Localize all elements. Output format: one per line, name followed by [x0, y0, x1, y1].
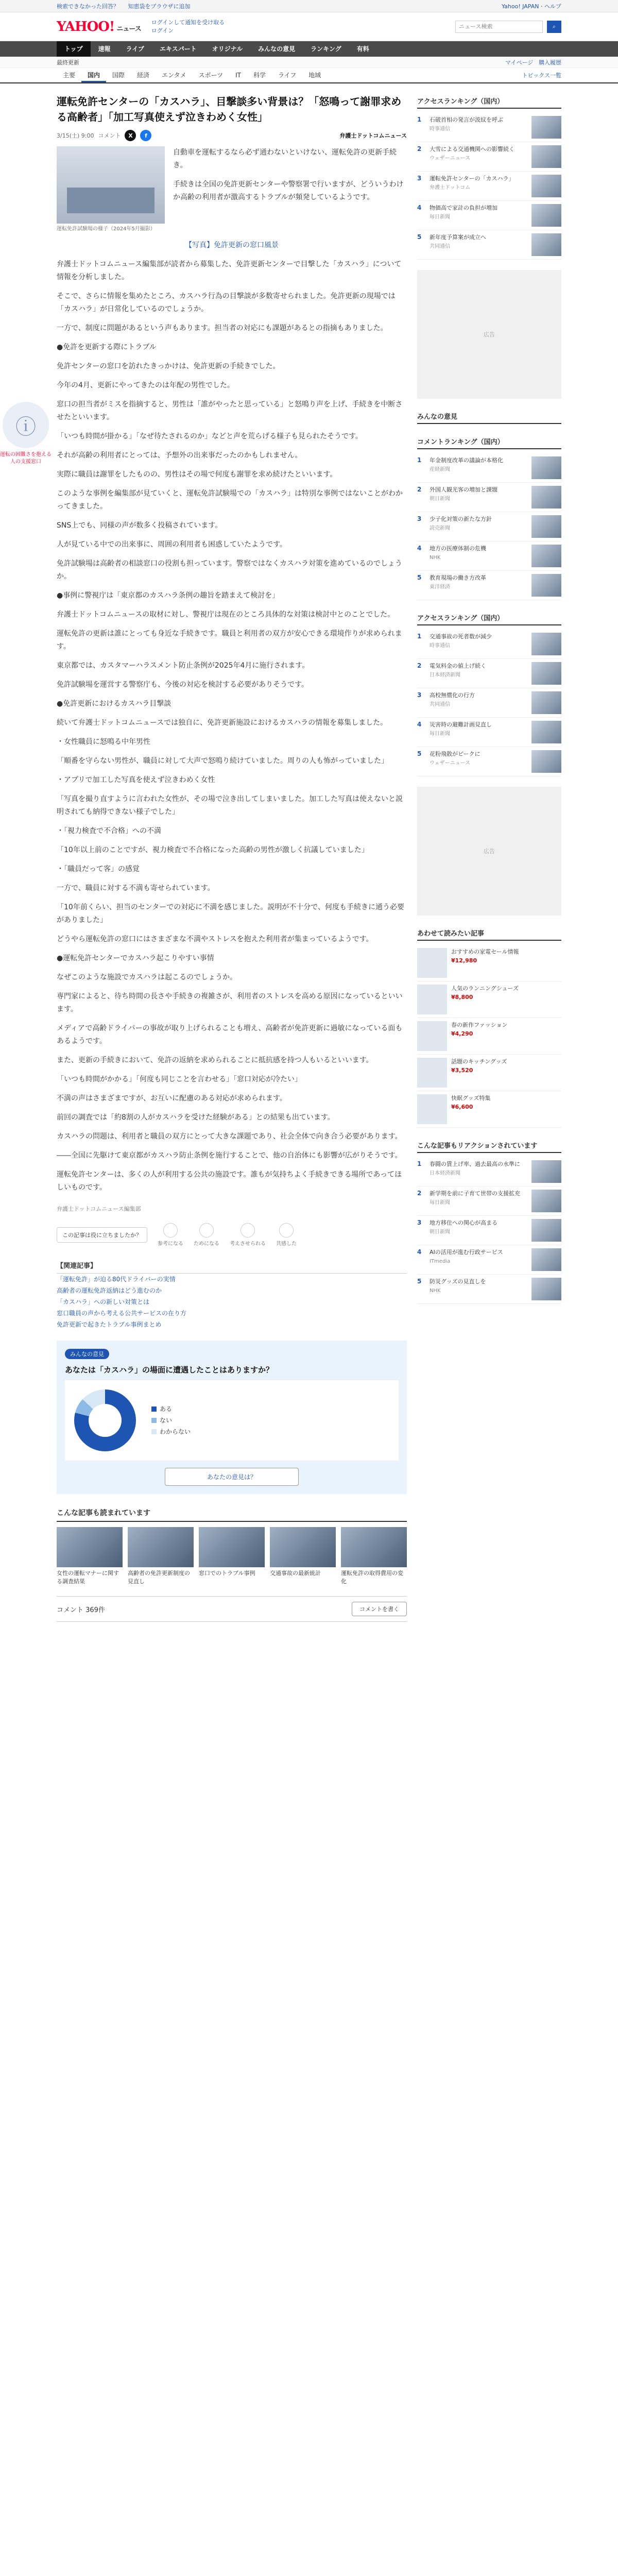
nav-ranking[interactable]: ランキング — [311, 45, 341, 53]
opinion-heading: みんなの意見 — [417, 409, 561, 424]
reaction-useful[interactable]: 参考になる — [158, 1223, 183, 1247]
poll-question: あなたは「カスハラ」の場面に遭遇したことはありますか？ — [65, 1365, 274, 1375]
ranking-title: 少子化対策の新たな方針 読売新聞 — [430, 516, 492, 531]
ranking-thumbnail — [531, 456, 561, 479]
cat-main[interactable]: 主要 — [63, 72, 76, 79]
article-paragraph: 一方で、職員に対する不満も寄せられています。 — [57, 884, 215, 892]
ranking-item[interactable] — [417, 659, 561, 688]
related-link[interactable]: 窓口職員の声から考える公共サービスの在り方 — [57, 1310, 187, 1317]
access-ranking-2-heading: アクセスランキング（国内） — [417, 611, 561, 625]
cat-local[interactable]: 地域 — [308, 72, 321, 79]
ranking-item[interactable] — [417, 142, 561, 172]
article-paragraph: 「10年前くらい、担当のセンターでの対応に不満を感じました。説明が不十分で、何度も手続きに通う必要がありました」 — [57, 903, 404, 924]
article-paragraph: 東京都では、カスタマーハラスメント防止条例が2025年4月に施行されます。 — [57, 662, 310, 670]
product-thumbnail — [417, 1058, 447, 1088]
product-price: ¥6,600 — [451, 1104, 473, 1110]
product-price: ¥4,290 — [451, 1030, 473, 1037]
article-meta — [57, 130, 407, 141]
article-paragraph: 窓口の担当者がミスを指摘すると、男性は「誰がやったと思っている」と怒鳴り声を上げ、手続きを中断させたといいます。 — [57, 400, 403, 421]
shop-item[interactable] — [417, 945, 561, 981]
poll-option[interactable]: ある — [151, 1403, 191, 1415]
ranking-title: 電気料金の値上げ続く 日本経済新聞 — [430, 663, 486, 678]
article-paragraph: ――全国に先駆けて東京都がカスハラ防止条例を施行することで、他の自治体にも影響が広がりそうです。 — [57, 1151, 402, 1160]
write-comment-button[interactable]: コメントを書く — [352, 1602, 407, 1616]
article-card[interactable]: 女性の運転マナーに関する調査結果 — [57, 1527, 123, 1586]
ranking-item[interactable] — [417, 1216, 561, 1245]
ranking-thumbnail — [531, 691, 561, 714]
ranking-thumbnail — [531, 574, 561, 597]
ranking-title: AIの活用が進む行政サービス ITmedia — [430, 1249, 503, 1264]
article-paragraph: 免許試験場を運営する警察庁も、今後の対応を検討する必要がありそうです。 — [57, 681, 308, 689]
more-articles — [57, 1527, 407, 1586]
ranking-thumbnail — [531, 1278, 561, 1300]
article-paragraph: また、更新の手続きにおいて、免許の返納を求められることに抵抗感を持つ人もいるといいます。 — [57, 1056, 373, 1064]
cat-life[interactable]: ライフ — [278, 72, 297, 79]
product-thumbnail — [417, 1021, 447, 1051]
cat-domestic[interactable]: 国内 — [81, 68, 106, 82]
x-share-icon[interactable]: X — [125, 130, 136, 141]
ranking-item[interactable] — [417, 453, 561, 483]
header-notify-link[interactable]: ログインして通知を受け取る — [151, 19, 225, 26]
related-link[interactable]: 高齢者の運転免許返納はどう進むのか — [57, 1287, 162, 1294]
ranking-title: 災害時の避難計画見直し 毎日新聞 — [430, 721, 492, 737]
left-banner-text: 運転の困難さを抱える人の支援窓口 — [0, 452, 52, 465]
article-paragraph: どうやら運転免許の窓口にはさまざまな不満やストレスを抱えた利用者が集まっているようです。 — [57, 935, 373, 943]
ranking-title: 運転免許センターの「カスハラ」 弁護士ドットコム — [430, 175, 514, 191]
article-card[interactable]: 運転免許の取得費用の変化 — [341, 1527, 407, 1586]
rank-number: 1 — [417, 633, 422, 640]
rank-number: 5 — [417, 233, 422, 241]
ranking-title: 花粉飛散がピークに ウェザーニュース — [430, 751, 480, 766]
article-paragraph: 免許センターの窓口を訪れたきっかけは、免許更新の手続きでした。 — [57, 362, 280, 370]
ranking-item[interactable] — [417, 1245, 561, 1275]
lead-text: 自動車を運転するなら必ず通わないといけない、運転免許の更新手続き。 — [173, 148, 397, 170]
rank-number: 3 — [417, 175, 422, 182]
article-paragraph: 運転免許センターは、多くの人が利用する公共の施設です。誰もが気持ちよく手続きできる場所であってほしいものです。 — [57, 1171, 402, 1192]
ranking-item[interactable] — [417, 483, 561, 512]
nav-top[interactable]: トップ — [57, 41, 91, 57]
left-banner[interactable] — [0, 402, 52, 466]
related-heading: 【関連記事】 — [57, 1257, 407, 1274]
article-paragraph: 専門家によると、待ち時間の長さや手続きの複雑さが、利用者のストレスを高める原因になっているといいます。 — [57, 992, 403, 1013]
ranking-item[interactable] — [417, 718, 561, 747]
related-articles — [57, 1257, 407, 1330]
section-heading: ・アプリで加工した写真を使えず泣きわめく女性 — [57, 776, 215, 784]
related-link[interactable]: 「運転免許」が迫る80代ドライバーの実情 — [57, 1276, 176, 1283]
cat-it[interactable]: IT — [235, 72, 241, 79]
comments-bar — [57, 1596, 407, 1622]
poll-option[interactable]: ない — [151, 1415, 191, 1426]
last-updated: 最終更新 — [57, 59, 79, 66]
article-card[interactable]: 交通事故の最新統計 — [270, 1527, 336, 1586]
article-card[interactable]: 高齢者の免許更新制度の見直し — [128, 1527, 194, 1586]
sidebar — [417, 94, 561, 1622]
article-paragraph: そこで、さらに情報を集めたところ、カスハラ行為の目撃談が多数寄せられました。免許更新の現場では「カスハラ」が日常化しているのでしょうか。 — [57, 292, 396, 313]
poll-opinion-button[interactable]: あなたの意見は？ — [165, 1468, 299, 1486]
shop-item[interactable] — [417, 1091, 561, 1128]
comments-count[interactable]: コメント 369件 — [57, 1606, 105, 1614]
opinion-poll — [57, 1341, 407, 1494]
article-paragraph: 「いつも時間がかかる」「何度も同じことを言わせる」「窓口対応が冷たい」 — [57, 1075, 302, 1083]
yahoo-japan-link[interactable]: Yahoo! JAPAN — [501, 3, 539, 10]
article-main — [57, 94, 407, 1622]
ranking-item[interactable] — [417, 512, 561, 541]
pickup-heading: こんな記事もリアクションされています — [417, 1138, 561, 1153]
comment-ranking-heading: コメントランキング（国内） — [417, 434, 561, 449]
article-paragraph: SNS上でも、同様の声が数多く投稿されています。 — [57, 521, 222, 530]
ranking-thumbnail — [531, 486, 561, 509]
section-heading: ●免許を更新する際にトラブル — [57, 343, 157, 351]
ranking-title: 外国人観光客の増加と課題 朝日新聞 — [430, 486, 497, 502]
rank-number: 4 — [417, 545, 422, 552]
search-icon: ⌕ — [552, 23, 556, 30]
ranking-item[interactable] — [417, 541, 561, 571]
article-paragraph: 実際に職員は謝罪をしたものの、男性はその場で何度も謝罪を求め続けたといいます。 — [57, 470, 337, 479]
product-price: ¥3,520 — [451, 1067, 473, 1074]
rank-number: 3 — [417, 515, 422, 522]
ranking-thumbnail — [531, 1160, 561, 1183]
facebook-share-icon[interactable]: f — [140, 130, 151, 141]
article-card[interactable]: 窓口でのトラブル事例 — [199, 1527, 265, 1586]
article-paragraph: 「いつも時間が掛かる」「なぜ待たされるのか」などと声を荒らげる様子も見られたそうです。 — [57, 432, 363, 440]
ranking-item[interactable] — [417, 688, 561, 718]
ranking-item[interactable] — [417, 113, 561, 142]
ranking-title: 地方移住への関心が高まる 朝日新聞 — [430, 1219, 497, 1235]
ranking-title: 石破首相の発言が波紋を呼ぶ 時事通信 — [430, 116, 503, 132]
site-logo[interactable]: YAHOO! ニュース — [57, 19, 141, 35]
access-ranking-heading: アクセスランキング（国内） — [417, 94, 561, 109]
search-button[interactable] — [547, 21, 561, 33]
ranking-thumbnail — [531, 175, 561, 197]
reaction-think[interactable]: 考えさせられる — [230, 1223, 266, 1247]
cat-international[interactable]: 国際 — [112, 72, 125, 79]
rank-number: 2 — [417, 486, 422, 493]
poll-donut-chart — [74, 1389, 136, 1451]
article-paragraph: 不満の声はさまざまですが、お互いに配慮のある対応が求められます。 — [57, 1094, 287, 1103]
rank-number: 5 — [417, 574, 422, 581]
ranking-item[interactable] — [417, 747, 561, 776]
product-title: 話題のキッチングッズ — [451, 1058, 507, 1065]
ranking-thumbnail — [531, 204, 561, 227]
rank-number: 5 — [417, 750, 422, 757]
product-title: おすすめの家電セール情報 — [451, 948, 519, 955]
article-paragraph: 続いて弁護士ドットコムニュースでは独自に、免許更新施設におけるカスハラの情報を募集しました。 — [57, 719, 388, 727]
poll-badge: みんなの意見 — [65, 1349, 109, 1359]
ranking-title: 交通事故の死者数が減少 時事通信 — [430, 633, 492, 649]
product-price: ¥12,980 — [451, 957, 477, 964]
cat-entertainment[interactable]: エンタメ — [162, 72, 186, 79]
rank-number: 1 — [417, 456, 422, 464]
rank-number: 4 — [417, 204, 422, 211]
ad-slot[interactable]: 広告 — [417, 270, 561, 399]
article-paragraph: 運転免許の更新は誰にとっても身近な手続きです。職員と利用者の双方が安心できる環境作りが求められます。 — [57, 630, 402, 651]
article-paragraph: このような事例を編集部が見ていくと、運転免許試験場での「カスハラ」は特別な事例ではないことがわかってきました。 — [57, 489, 403, 511]
rank-number: 4 — [417, 721, 422, 728]
top-utility-bar: 検索できなかった回答？ 知恵袋をブラウザに追加 Yahoo! JAPAN · ヘルプ — [0, 0, 618, 12]
main-nav — [0, 41, 618, 57]
article-paragraph[interactable]: 【写真】免許更新の窓口風景 — [185, 241, 279, 249]
cat-sports[interactable]: スポーツ — [198, 72, 224, 79]
section-heading: ●免許更新におけるカスハラ目撃談 — [57, 700, 171, 708]
product-price: ¥8,800 — [451, 994, 473, 1001]
ranking-thumbnail — [531, 1248, 561, 1271]
ranking-thumbnail — [531, 721, 561, 743]
shop-item[interactable] — [417, 981, 561, 1018]
ranking-thumbnail — [531, 233, 561, 256]
ranking-thumbnail — [531, 633, 561, 655]
section-heading: ・女性職員に怒鳴る中年男性 — [57, 738, 150, 746]
site-header — [0, 12, 618, 41]
topics-list-link[interactable]: トピックス一覧 — [522, 72, 561, 79]
rank-number: 1 — [417, 116, 422, 123]
ranking-title: 物価高で家計の負担が増加 毎日新聞 — [430, 205, 497, 220]
mypage-link[interactable]: マイページ — [505, 59, 534, 66]
ranking-thumbnail — [531, 116, 561, 139]
ranking-title: 教育現場の働き方改革 東洋経済 — [430, 574, 486, 590]
login-link[interactable]: ログイン — [151, 27, 174, 34]
ranking-thumbnail — [531, 515, 561, 538]
article-paragraph: 今年の4月、更新にやってきたのは年配の男性でした。 — [57, 381, 234, 389]
section-heading: ●事例に警視庁は「東京都のカスハラ条例の趣旨を踏まえて検討を」 — [57, 591, 280, 600]
section-heading: ・「職員だって客」の感覚 — [57, 865, 140, 873]
nav-original[interactable]: オリジナル — [212, 45, 243, 53]
article-paragraph: 免許試験場は高齢者の相談窓口の役割も担っています。警察ではなくカスハラ対策を進めているのでしょうか。 — [57, 560, 402, 581]
product-title: 快眠グッズ特集 — [451, 1095, 491, 1101]
info-icon: ⓘ — [3, 402, 49, 448]
article-body — [57, 239, 407, 1194]
ranking-title: 防災グッズの見直しを NHK — [430, 1278, 486, 1294]
article-paragraph: 弁護士ドットコムニュースの取材に対し、警視庁は現在のところ具体的な対策は検討中とのことでした。 — [57, 611, 395, 619]
related-link[interactable]: 免許更新で起きたトラブル事例まとめ — [57, 1321, 162, 1328]
ranking-item[interactable] — [417, 571, 561, 600]
top-link-2[interactable]: 知恵袋をブラウザに追加 — [128, 3, 191, 10]
article-title: 運転免許センターの「カスハラ」、目撃談多い背景は？「怒鳴って謝罪求める高齢者」「加工写真使えず泣きわめく女性」 — [57, 95, 402, 123]
article-source[interactable]: 弁護士ドットコムニュース — [339, 132, 407, 139]
cat-science[interactable]: 科学 — [253, 72, 266, 79]
more-articles-heading: こんな記事も読まれています — [57, 1504, 407, 1522]
product-title: 人気のランニングシューズ — [451, 985, 519, 992]
product-title: 春の新作ファッション — [451, 1022, 508, 1028]
article-paragraph: 弁護士ドットコムニュース編集部が読者から募集した、免許更新センターで目撃した「カスハラ」について情報を分析しました。 — [57, 260, 402, 281]
article-paragraph: 一方で、制度に問題があるという声もあります。担当者の対応にも課題があるとの指摘もありました。 — [57, 324, 388, 332]
nav-breaking[interactable]: 速報 — [98, 45, 111, 53]
lead-photo[interactable] — [57, 146, 165, 224]
ranking-thumbnail — [531, 1219, 561, 1242]
ranking-title: 高校無償化の行方 共同通信 — [430, 692, 475, 707]
article-paragraph: 「写真を撮り直すように言われた女性が、その場で泣き出してしまいました。加工した写真は使えないと説明されても納得できない様子でした」 — [57, 795, 403, 816]
reaction-label: この記事は役に立ちましたか？ — [57, 1227, 147, 1243]
ranking-title: 地方の医療体制の危機 NHK — [430, 545, 486, 561]
ranking-thumbnail — [531, 1190, 561, 1212]
ad-slot-2[interactable]: 広告 — [417, 787, 561, 916]
rank-number: 5 — [417, 1278, 422, 1285]
rank-number: 2 — [417, 1190, 422, 1197]
ranking-item[interactable] — [417, 1187, 561, 1216]
article-date: 3/15(土) 9:00 — [57, 132, 94, 139]
article-paragraph: なぜこのような施設でカスハラは起こるのでしょうか。 — [57, 973, 237, 981]
product-thumbnail — [417, 985, 447, 1014]
article-paragraph: カスハラの問題は、利用者と職員の双方にとって大きな課題であり、社会全体で向き合う必要があります。 — [57, 1132, 402, 1141]
reaction-bar — [57, 1223, 407, 1247]
ranking-item[interactable] — [417, 172, 561, 201]
ranking-thumbnail — [531, 662, 561, 685]
sub-bar — [0, 57, 618, 68]
ranking-title: 大雪による交通機関への影響続く ウェザーニュース — [430, 146, 514, 161]
ranking-title: 春闘の賃上げ率、過去最高の水準に 日本経済新聞 — [430, 1161, 520, 1176]
article-paragraph: 前回の調査では「約8割の人がカスハラを受けた経験がある」との結果も出ています。 — [57, 1113, 335, 1122]
poll-option[interactable]: わからない — [151, 1426, 191, 1437]
ranking-item[interactable] — [417, 1157, 561, 1187]
rank-number: 1 — [417, 1160, 422, 1167]
photo-caption: 運転免許試験場の様子（2024年5月撮影） — [57, 226, 156, 232]
ranking-item[interactable] — [417, 230, 561, 260]
ranking-thumbnail — [531, 545, 561, 567]
nav-paid[interactable]: 有料 — [356, 45, 369, 53]
article-credit: 弁護士ドットコムニュース編集部 — [57, 1206, 141, 1212]
product-thumbnail — [417, 948, 447, 978]
product-thumbnail — [417, 1094, 447, 1124]
search-input[interactable] — [455, 21, 543, 33]
article-paragraph: 人が見ている中での出来事に、周囲の利用者も困惑していたようです。 — [57, 540, 287, 549]
lead-text-2: 手続きは全国の免許更新センターや警察署で行いますが、どういうわけか高齢の利用者が激高するトラブルが頻発しているようです。 — [173, 180, 404, 201]
rank-number: 2 — [417, 662, 422, 669]
article-paragraph: それが高齢の利用者にとっては、予想外の出来事だったのかもしれません。 — [57, 451, 302, 460]
ranking-item[interactable] — [417, 1275, 561, 1304]
rank-number: 3 — [417, 1219, 422, 1226]
ranking-item[interactable] — [417, 201, 561, 230]
ranking-title: 年金制度改革の議論が本格化 産経新聞 — [430, 457, 503, 472]
article-paragraph: 「順番を守らない男性が、職員に対して大声で怒鳴り続けていました。周りの人も怖がっていました」 — [57, 757, 388, 765]
help-link[interactable]: ヘルプ — [544, 3, 561, 10]
shop-item[interactable] — [417, 1055, 561, 1091]
reaction-agree[interactable]: 共感した — [276, 1223, 297, 1247]
ranking-title: 新学期を前に子育て世帯の支援拡充 毎日新聞 — [430, 1190, 520, 1206]
rank-number: 4 — [417, 1248, 422, 1256]
article-paragraph: 「10年以上前のことですが、視力検査で不合格になった高齢の男性が激しく抗議していました」 — [57, 846, 369, 854]
cat-economy[interactable]: 経済 — [137, 72, 150, 79]
article-paragraph: メディアで高齢ドライバーの事故が取り上げられることも増え、高齢者が免許更新に過敏になっている面もあるようです。 — [57, 1024, 403, 1045]
comment-link[interactable]: コメント — [98, 132, 121, 139]
purchase-history-link[interactable]: 購入履歴 — [539, 59, 561, 66]
section-heading: ●運転免許センターでカスハラ起こりやすい事情 — [57, 954, 214, 962]
nav-expert[interactable]: エキスパート — [159, 45, 197, 53]
shop-heading: あわせて読みたい記事 — [417, 926, 561, 941]
category-nav — [0, 68, 618, 83]
nav-live[interactable]: ライブ — [126, 45, 144, 53]
ranking-title: 新年度予算案が成立へ 共同通信 — [430, 234, 486, 249]
ranking-thumbnail — [531, 145, 561, 168]
nav-opinion[interactable]: みんなの意見 — [258, 45, 296, 53]
section-heading: ・「視力検査で不合格」への不満 — [57, 827, 161, 835]
rank-number: 3 — [417, 691, 422, 699]
related-link[interactable]: 「カスハラ」への新しい対策とは — [57, 1298, 150, 1306]
lead-figure — [57, 146, 407, 233]
ranking-thumbnail — [531, 750, 561, 773]
reaction-learn[interactable]: ためになる — [194, 1223, 219, 1247]
rank-number: 2 — [417, 145, 422, 152]
shop-item[interactable] — [417, 1018, 561, 1055]
top-link-1[interactable]: 検索できなかった回答？ — [57, 3, 119, 10]
ranking-item[interactable] — [417, 630, 561, 659]
